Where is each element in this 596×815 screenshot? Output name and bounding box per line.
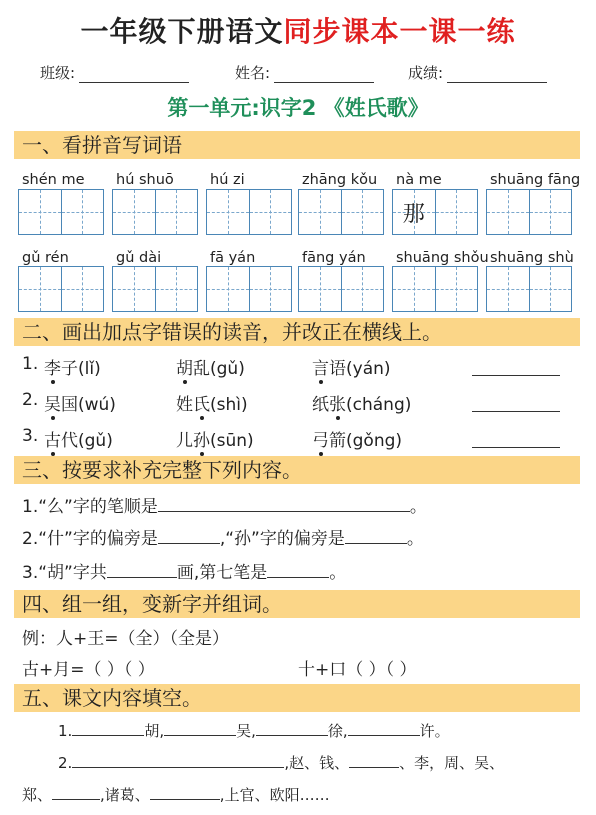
writing-cell[interactable]: [19, 267, 62, 311]
answer-line[interactable]: [349, 753, 399, 768]
dotted-character: 李: [44, 354, 61, 379]
word-item: [176, 426, 254, 451]
section-4-heading: 四、组一组，变新字并组词。: [14, 590, 580, 618]
writing-cell[interactable]: [393, 190, 436, 234]
word-text: 乱(gǔ): [193, 359, 245, 379]
word-text: (cháng): [346, 395, 412, 415]
word-item: [176, 354, 245, 379]
word-text: 纸: [312, 395, 329, 415]
dotted-character: 氏: [193, 390, 210, 415]
class-input-line[interactable]: [79, 66, 189, 83]
answer-line[interactable]: [107, 563, 177, 578]
tianzige-box[interactable]: [206, 189, 292, 235]
writing-cell[interactable]: [530, 267, 572, 311]
writing-cell[interactable]: [250, 267, 292, 311]
writing-cell[interactable]: [299, 267, 342, 311]
word-text: 姓: [176, 395, 193, 415]
answer-line[interactable]: [267, 563, 329, 578]
pinyin-label: nà me: [396, 172, 442, 188]
word-text: 代(gǔ): [61, 431, 113, 451]
word-text: 语(yán): [329, 359, 391, 379]
writing-cell[interactable]: [487, 190, 530, 234]
question-3-1: 1.“么”字的笔顺是 。: [22, 497, 427, 517]
tianzige-box[interactable]: [486, 189, 572, 235]
writing-cell[interactable]: [487, 267, 530, 311]
tianzige-box[interactable]: [298, 189, 384, 235]
word-item: [44, 426, 113, 451]
section-5-heading: 五、课文内容填空。: [14, 684, 580, 712]
pinyin-label: hú shuō: [116, 172, 174, 188]
pinyin-label: fāng yán: [302, 250, 366, 266]
writing-cell[interactable]: [530, 190, 572, 234]
word-text: (sūn): [210, 431, 254, 451]
dotted-character: 孙: [193, 426, 210, 451]
question-4-2: 十+口（ ）（ ）: [298, 660, 417, 680]
pinyin-label: shuāng shǒu: [396, 250, 489, 266]
writing-cell[interactable]: [113, 190, 156, 234]
writing-cell[interactable]: [62, 267, 104, 311]
word-text: 子(lǐ): [61, 359, 101, 379]
question-3-3: 3.“胡”字共 画,第七笔是 。: [22, 563, 347, 583]
question-4-1: 古+月=（ ）（ ）: [22, 660, 155, 680]
tianzige-box[interactable]: [206, 266, 292, 312]
tianzige-box[interactable]: [392, 189, 478, 235]
writing-cell[interactable]: [113, 267, 156, 311]
pinyin-label: shén me: [22, 172, 85, 188]
pinyin-label: gǔ dài: [116, 250, 162, 266]
writing-cell[interactable]: [250, 190, 292, 234]
word-text: 箭(gǒng): [329, 431, 403, 451]
tianzige-box[interactable]: [112, 266, 198, 312]
dotted-character: 张: [329, 390, 346, 415]
writing-cell[interactable]: [62, 190, 104, 234]
word-item: [312, 426, 402, 451]
writing-cell[interactable]: [299, 190, 342, 234]
fill-line-2: 2. ,赵、钱、 、李，周、吴、: [58, 754, 505, 772]
fill-line-1: 1. 胡, 吴, 徐, 许。: [58, 722, 450, 740]
writing-cell[interactable]: [436, 267, 478, 311]
answer-line[interactable]: [158, 529, 220, 544]
correction-line[interactable]: [472, 410, 560, 412]
word-text: (shì): [210, 395, 248, 415]
answer-line[interactable]: [164, 721, 236, 736]
class-field: 班级:: [40, 62, 189, 83]
writing-cell[interactable]: [156, 267, 198, 311]
score-field: 成绩:: [408, 62, 547, 83]
example-line: 例：人+王=（全）（全是）: [22, 629, 229, 649]
question-number: 1.: [22, 354, 39, 374]
answer-line[interactable]: [52, 785, 100, 800]
tianzige-box[interactable]: [112, 189, 198, 235]
writing-cell[interactable]: [19, 190, 62, 234]
writing-cell[interactable]: [156, 190, 198, 234]
name-field: 姓名:: [235, 62, 374, 83]
tianzige-box[interactable]: [486, 266, 572, 312]
worksheet-title: 一年级下册语文同步课本一课一练: [80, 15, 516, 48]
word-item: [44, 390, 116, 415]
word-item: [44, 354, 101, 379]
writing-cell[interactable]: [342, 267, 384, 311]
pinyin-label: shuāng shù: [490, 250, 574, 266]
word-text: 儿: [176, 431, 193, 451]
answer-line[interactable]: [150, 785, 220, 800]
pinyin-label: fā yán: [210, 250, 256, 266]
question-3-2: 2.“什”字的偏旁是 ,“孙”字的偏旁是 。: [22, 529, 424, 549]
dotted-character: 吴: [44, 390, 61, 415]
answer-line[interactable]: [256, 721, 328, 736]
writing-cell[interactable]: [207, 267, 250, 311]
writing-cell[interactable]: [393, 267, 436, 311]
tianzige-box[interactable]: [18, 189, 104, 235]
title-highlight: 同步课本一课一练: [283, 15, 516, 48]
dotted-character: 弓: [312, 426, 329, 451]
dotted-character: 胡: [176, 354, 193, 379]
writing-cell[interactable]: [436, 190, 478, 234]
correction-line[interactable]: [472, 374, 560, 376]
writing-cell[interactable]: [207, 190, 250, 234]
question-number: 3.: [22, 426, 39, 446]
question-number: 2.: [22, 390, 39, 410]
pinyin-label: hú zi: [210, 172, 245, 188]
section-3-heading: 三、按要求补充完整下列内容。: [14, 456, 580, 484]
tianzige-box[interactable]: [298, 266, 384, 312]
answer-line[interactable]: [158, 497, 410, 512]
cell-character: 那: [402, 202, 425, 227]
answer-line[interactable]: [345, 529, 407, 544]
word-item: [312, 390, 411, 415]
name-input-line[interactable]: [274, 66, 374, 83]
pinyin-label: zhāng kǒu: [302, 172, 378, 188]
word-item: [312, 354, 391, 379]
word-text: 国(wú): [61, 395, 116, 415]
section-2-heading: 二、画出加点字错误的读音，并改正在横线上。: [14, 318, 580, 346]
answer-line[interactable]: [72, 753, 284, 768]
dotted-character: 古: [44, 426, 61, 451]
word-item: [176, 390, 248, 415]
tianzige-box[interactable]: [18, 266, 104, 312]
unit-title: 第一单元:识字2 《姓氏歌》: [167, 96, 429, 120]
tianzige-box[interactable]: [392, 266, 478, 312]
correction-line[interactable]: [472, 446, 560, 448]
dotted-character: 言: [312, 354, 329, 379]
answer-line[interactable]: [72, 721, 144, 736]
student-info-row: [40, 62, 570, 84]
section-1-heading: 一、看拼音写词语: [14, 131, 580, 159]
pinyin-label: shuāng fāng: [490, 172, 581, 188]
writing-cell[interactable]: [342, 190, 384, 234]
score-input-line[interactable]: [447, 66, 547, 83]
pinyin-label: gǔ rén: [22, 250, 69, 266]
fill-line-3: 郑、 ,诸葛、 ,上官、欧阳……: [22, 786, 330, 804]
answer-line[interactable]: [348, 721, 420, 736]
